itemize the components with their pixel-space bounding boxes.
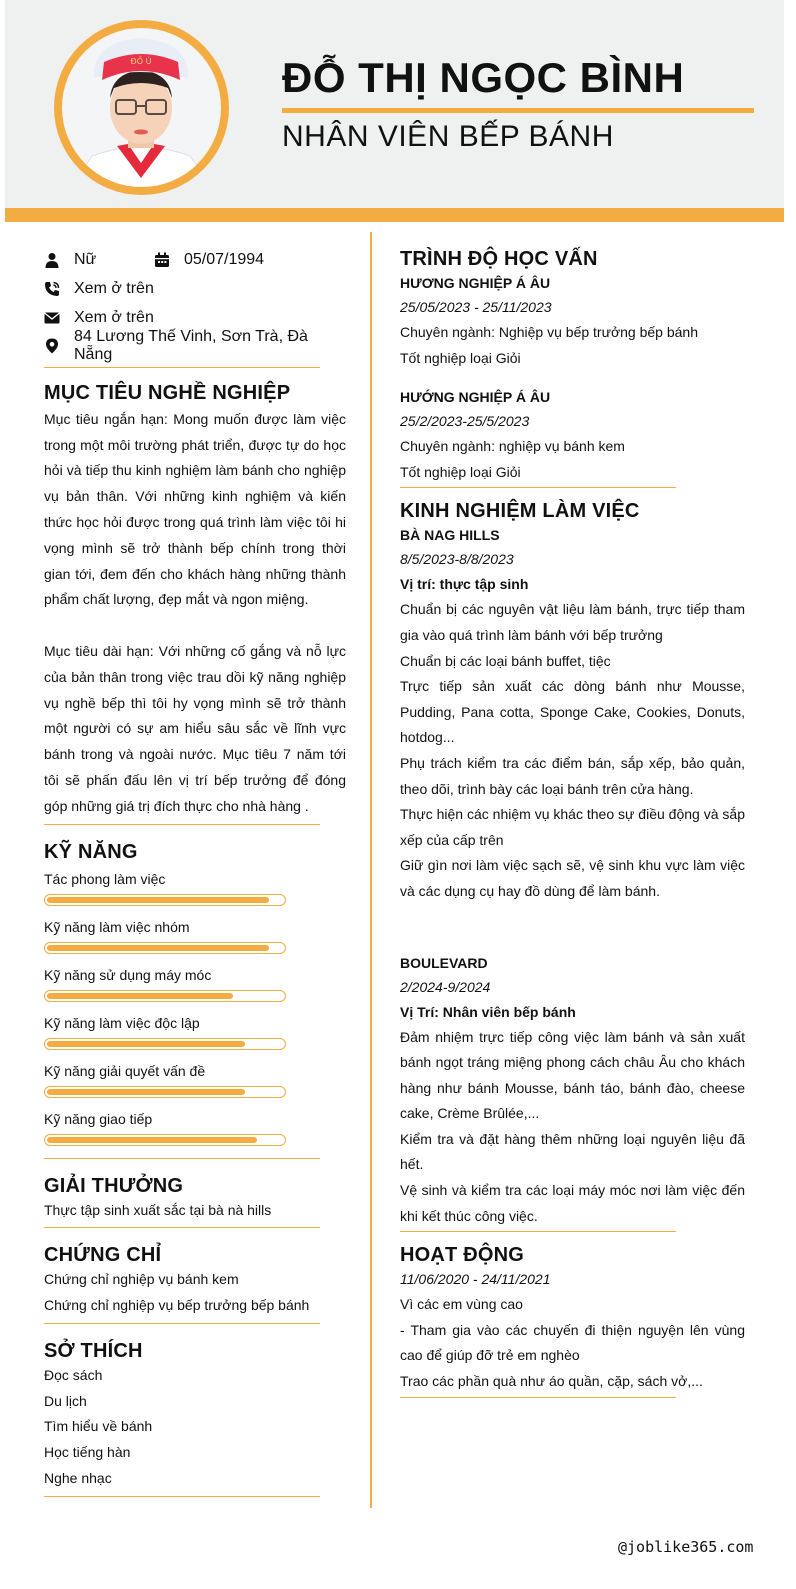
skill-bar <box>44 942 286 954</box>
activities-title: HOẠT ĐỘNG <box>400 1244 525 1267</box>
awards-title: GIẢI THƯỞNG <box>44 1174 184 1197</box>
skill-bar-fill <box>47 993 233 999</box>
job-duty: Phụ trách kiểm tra các điểm bán, sắp xếp, bảo quản, theo dõi, trình bày các loại bánh trên cửa hàng. <box>400 754 745 797</box>
objective-title: MỤC TIÊU NGHỀ NGHIỆP <box>44 381 291 404</box>
section-rule <box>44 1227 320 1228</box>
gender-dob-row <box>44 246 346 275</box>
job-duty: Vệ sinh và kiểm tra các loại máy móc nơi làm việc đến khi kết thúc công việc. <box>400 1182 745 1224</box>
skill-label: Kỹ năng giao tiếp <box>44 1110 153 1127</box>
activity-line: Vì các em vùng cao <box>400 1296 523 1313</box>
job-date: 2/2024-9/2024 <box>400 978 491 995</box>
phone-value: Xem ở trên <box>74 280 154 298</box>
skill-bar <box>44 894 286 906</box>
hobby-item: Đọc sách <box>44 1366 103 1383</box>
hobby-item: Nghe nhạc <box>44 1470 112 1487</box>
phone-row <box>44 275 346 304</box>
job-position: Vị trí: thực tập sinh <box>400 576 529 593</box>
section-rule <box>400 1397 676 1398</box>
activity-line: - Tham gia vào các chuyến đi thiện nguyện lên vùng cao để giúp đỡ trẻ em nghèo <box>400 1321 745 1364</box>
hobby-item: Du lịch <box>44 1392 87 1409</box>
skill-label: Tác phong làm việc <box>44 870 166 887</box>
email-value: Xem ở trên <box>74 308 154 326</box>
envelope-icon <box>44 310 60 326</box>
education-date: 25/05/2023 - 25/11/2023 <box>400 299 552 315</box>
job-company: BÀ NAG HILLS <box>400 527 500 544</box>
education-title: TRÌNH ĐỘ HỌC VẤN <box>400 248 598 270</box>
objective-long-term: Mục tiêu dài hạn: Với những cố gắng và nỗ lực của bản thân trong việc trau dồi kỹ năng nghiệp vụ nghề bếp thì tôi hy vọng mình sẽ trở thành một người có sự am hiểu sâu sắc về lĩnh vực bánh trong và ngoài nước. Mục tiêu 7 năm tới tôi sẽ phấn đấu lên vị trí bếp trưởng để đóng góp những giá trị đích thực cho nhà hàng . <box>44 642 346 814</box>
skill-bar-fill <box>47 945 269 951</box>
skill-bar <box>44 1086 286 1098</box>
job-company: BOULEVARD <box>400 954 488 971</box>
header-accent-bar <box>5 208 784 222</box>
profile-photo <box>62 28 221 187</box>
right-column <box>400 248 745 1398</box>
skill-bar <box>44 1134 286 1146</box>
education-result: Tốt nghiệp loại Giỏi <box>400 463 521 480</box>
location-pin-icon <box>44 338 60 354</box>
person-icon <box>44 252 60 268</box>
job-date: 8/5/2023-8/8/2023 <box>400 551 514 568</box>
job-duty: Giữ gìn nơi làm việc sạch sẽ, vệ sinh khu vực làm việc và các dụng cụ hay đồ dùng để làm bánh. <box>400 857 745 899</box>
education-school: HƯƠNG NGHIỆP Á ÂU <box>400 275 551 291</box>
skill-label: Kỹ năng làm việc nhóm <box>44 918 190 935</box>
skill-bar-fill <box>47 1137 257 1143</box>
section-rule <box>44 1323 320 1324</box>
skill-label: Kỹ năng giải quyết vấn đề <box>44 1062 206 1079</box>
certificate-item: Chứng chỉ nghiệp vụ bánh kem <box>44 1271 239 1288</box>
address-row <box>44 328 346 364</box>
calendar-icon <box>154 252 170 268</box>
education-school: HƯỚNG NGHIỆP Á ÂU <box>400 389 551 406</box>
job-duty: Chuẩn bị các nguyên vật liệu làm bánh, trực tiếp tham gia vào quá trình làm bánh với bếp trưởng <box>400 601 745 643</box>
activity-line: Trao các phần quà như áo quần, cặp, sách vở,... <box>400 1373 703 1390</box>
job-duty: Chuẩn bị các loại bánh buffet, tiệc <box>400 652 611 669</box>
education-result: Tốt nghiệp loại Giỏi <box>400 349 521 366</box>
skill-label: Kỹ năng làm việc độc lập <box>44 1014 200 1031</box>
hobby-item: Học tiếng hàn <box>44 1444 131 1461</box>
section-rule <box>44 824 320 825</box>
job-duty: Kiểm tra và đặt hàng thêm những loại nguyên liệu đã hết. <box>400 1130 745 1173</box>
job-duty: Thực hiện các nhiệm vụ khác theo sự điều động và sắp xếp của cấp trên <box>400 806 745 848</box>
section-rule <box>400 487 676 488</box>
skill-bar-fill <box>47 1041 245 1047</box>
candidate-name: ĐỖ THỊ NGỌC BÌNH <box>282 54 685 101</box>
skills-list <box>44 870 346 1146</box>
skill-bar-fill <box>47 897 269 903</box>
skill-bar-fill <box>47 1089 245 1095</box>
watermark: @joblike365.com <box>618 1538 754 1556</box>
award-item: Thực tập sinh xuất sắc tại bà nà hills <box>44 1201 272 1218</box>
avatar <box>54 20 229 195</box>
column-divider <box>370 232 372 1508</box>
gender-value: Nữ <box>74 251 97 269</box>
hobby-item: Tìm hiểu về bánh <box>44 1418 153 1435</box>
experience-title: KINH NGHIỆM LÀM VIỆC <box>400 500 640 523</box>
certificate-item: Chứng chỉ nghiệp vụ bếp trưởng bếp bánh <box>44 1297 310 1314</box>
activity-date: 11/06/2020 - 24/11/2021 <box>400 1271 551 1288</box>
phone-icon <box>44 281 60 297</box>
certificates-title: CHỨNG CHỈ <box>44 1244 162 1267</box>
job-duty: Trực tiếp sản xuất các dòng bánh như Mousse, Pudding, Pana cotta, Sponge Cake, Cookies, Donuts, hotdog... <box>400 678 745 746</box>
objective-short-term: Mục tiêu ngắn hạn: Mong muốn được làm việc trong một môi trường phát triển, được tự do học hỏi và tiếp thu kinh nghiệm làm bánh cho nghiệp vụ bản thân. Với những kinh nghiệm và kiến thức học hỏi được trong quá trình làm việc tôi hi vọng mình sẽ trở thành bếp chính trong thời gian tới, đem đến cho khách hàng những thành phẩm chất lượng, đẹp mắt và ngon miệng. <box>44 410 346 608</box>
name-underline <box>282 108 754 113</box>
section-rule <box>44 1496 320 1497</box>
left-column <box>44 246 346 1497</box>
education-date: 25/2/2023-25/5/2023 <box>400 413 530 430</box>
skill-bar <box>44 990 286 1002</box>
job-title: NHÂN VIÊN BẾP BÁNH <box>282 120 614 153</box>
section-rule <box>44 1158 320 1159</box>
svg-text:ĐỒ Ú: ĐỒ Ú <box>130 57 152 66</box>
dob-value: 05/07/1994 <box>184 251 265 269</box>
skills-title: KỸ NĂNG <box>44 840 138 863</box>
section-rule <box>44 367 320 368</box>
job-position: Vị Trí: Nhân viên bếp bánh <box>400 1003 576 1020</box>
education-major: Chuyên ngành: nghiệp vụ bánh kem <box>400 438 625 455</box>
section-rule <box>400 1231 676 1232</box>
job-duty: Đảm nhiệm trực tiếp công việc làm bánh và sản xuất bánh ngọt tráng miệng phong cách châu Âu cho khách hàng như bánh Mousse, bánh táo, bánh đào, cheese cake, Crème Brûlée,... <box>400 1028 745 1122</box>
skill-bar <box>44 1038 286 1050</box>
hobbies-title: SỞ THÍCH <box>44 1339 143 1362</box>
education-major: Chuyên ngành: Nghiệp vụ bếp trưởng bếp bánh <box>400 324 698 340</box>
address-value: 84 Lương Thế Vinh, Sơn Trà, Đà Nẵng <box>74 328 308 364</box>
skill-label: Kỹ năng sử dụng máy móc <box>44 966 212 983</box>
